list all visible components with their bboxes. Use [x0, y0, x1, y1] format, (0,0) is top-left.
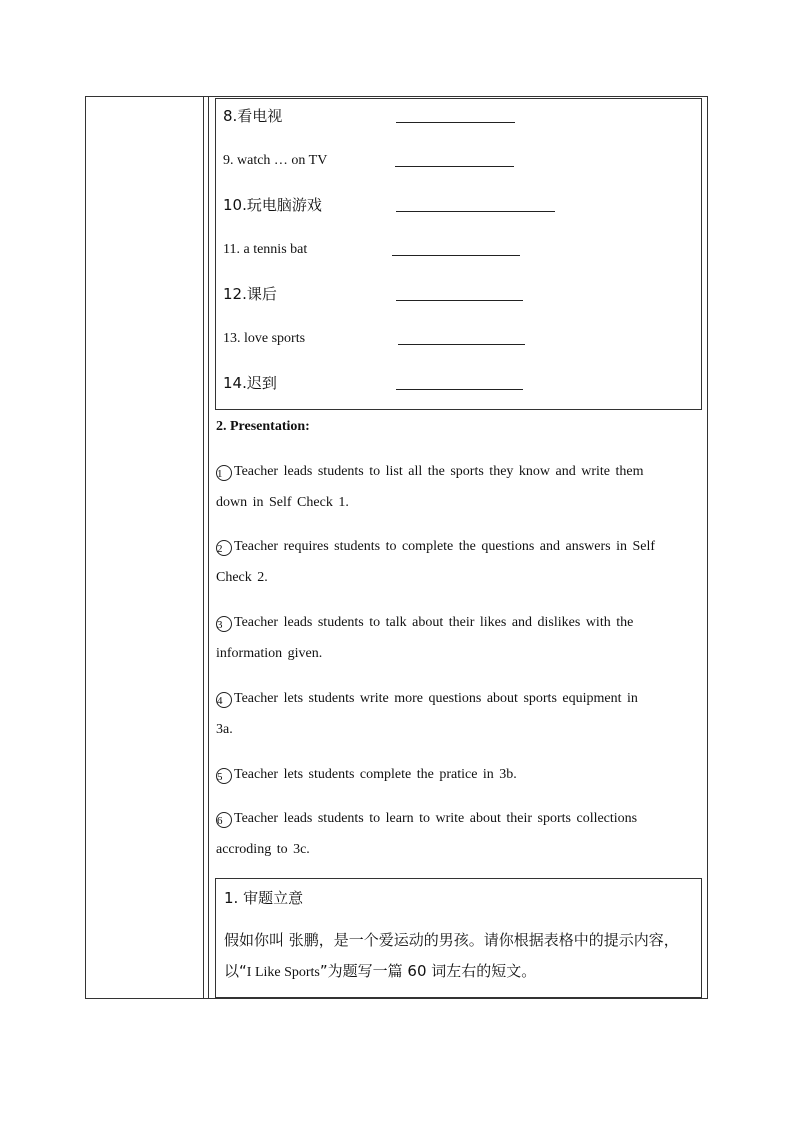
item-1-line-1: Teacher leads students to list all the sports they know and write them — [234, 464, 644, 479]
column-separator — [208, 97, 209, 998]
item-2-line-1: Teacher requires students to complete the questions and answers in Self — [234, 539, 656, 554]
essay-title: I Like Sports — [246, 965, 320, 980]
answer-blank-8[interactable] — [396, 122, 515, 123]
answer-blank-9[interactable] — [395, 166, 514, 167]
task-line-2 — [224, 956, 694, 988]
presentation-item-4 — [216, 683, 698, 745]
vocab-item-9: 9. watch … on TV — [223, 153, 328, 168]
circled-number-6: 6 — [216, 812, 232, 828]
item-6-line-2: accroding to 3c. — [216, 842, 310, 857]
item-4-line-2: 3a. — [216, 722, 233, 737]
lesson-table — [85, 96, 708, 999]
vocab-item-8: 8.看电视 — [223, 107, 283, 125]
circled-number-1: 1 — [216, 465, 232, 481]
vocab-item-14: 14.迟到 — [223, 374, 277, 392]
task-title: 1. 审题立意 — [224, 889, 304, 907]
presentation-item-5 — [216, 759, 698, 790]
vocab-item-13: 13. love sports — [223, 331, 306, 346]
presentation-item-2 — [216, 531, 698, 593]
presentation-item-3 — [216, 607, 698, 669]
answer-blank-12[interactable] — [396, 300, 523, 301]
task-instructions — [224, 925, 694, 988]
item-3-line-2: information given. — [216, 646, 323, 661]
presentation-item-1 — [216, 456, 698, 518]
item-4-line-1: Teacher lets students write more questions about sports equipment in — [234, 691, 638, 706]
answer-blank-14[interactable] — [396, 389, 523, 390]
circled-number-4: 4 — [216, 692, 232, 708]
item-5-line-1: Teacher lets students complete the pratice in 3b. — [234, 767, 517, 782]
item-2-line-2: Check 2. — [216, 570, 268, 585]
vocab-item-12: 12.课后 — [223, 285, 277, 303]
circled-number-2: 2 — [216, 540, 232, 556]
circled-number-5: 5 — [216, 768, 232, 784]
presentation-item-6 — [216, 803, 698, 865]
item-1-line-2: down in Self Check 1. — [216, 495, 349, 510]
vocab-item-10: 10.玩电脑游戏 — [223, 196, 322, 214]
task-line-2-suffix: ”为题写一篇 60 词左右的短文。 — [319, 962, 537, 980]
item-6-line-1: Teacher leads students to learn to write about their sports collections — [234, 811, 638, 826]
answer-blank-11[interactable] — [392, 255, 520, 256]
vocabulary-box — [215, 98, 702, 410]
left-column-cell — [86, 97, 204, 998]
item-3-line-1: Teacher leads students to talk about their likes and dislikes with the — [234, 615, 634, 630]
task-line-1: 假如你叫 张鹏，是一个爱运动的男孩。请你根据表格中的提示内容， — [224, 931, 679, 949]
answer-blank-13[interactable] — [398, 344, 525, 345]
writing-task-box — [215, 878, 702, 998]
task-line-2-prefix: 以“ — [224, 962, 247, 980]
answer-blank-10[interactable] — [396, 211, 555, 212]
presentation-heading: 2. Presentation: — [216, 419, 310, 434]
circled-number-3: 3 — [216, 616, 232, 632]
vocab-item-11: 11. a tennis bat — [223, 242, 308, 257]
